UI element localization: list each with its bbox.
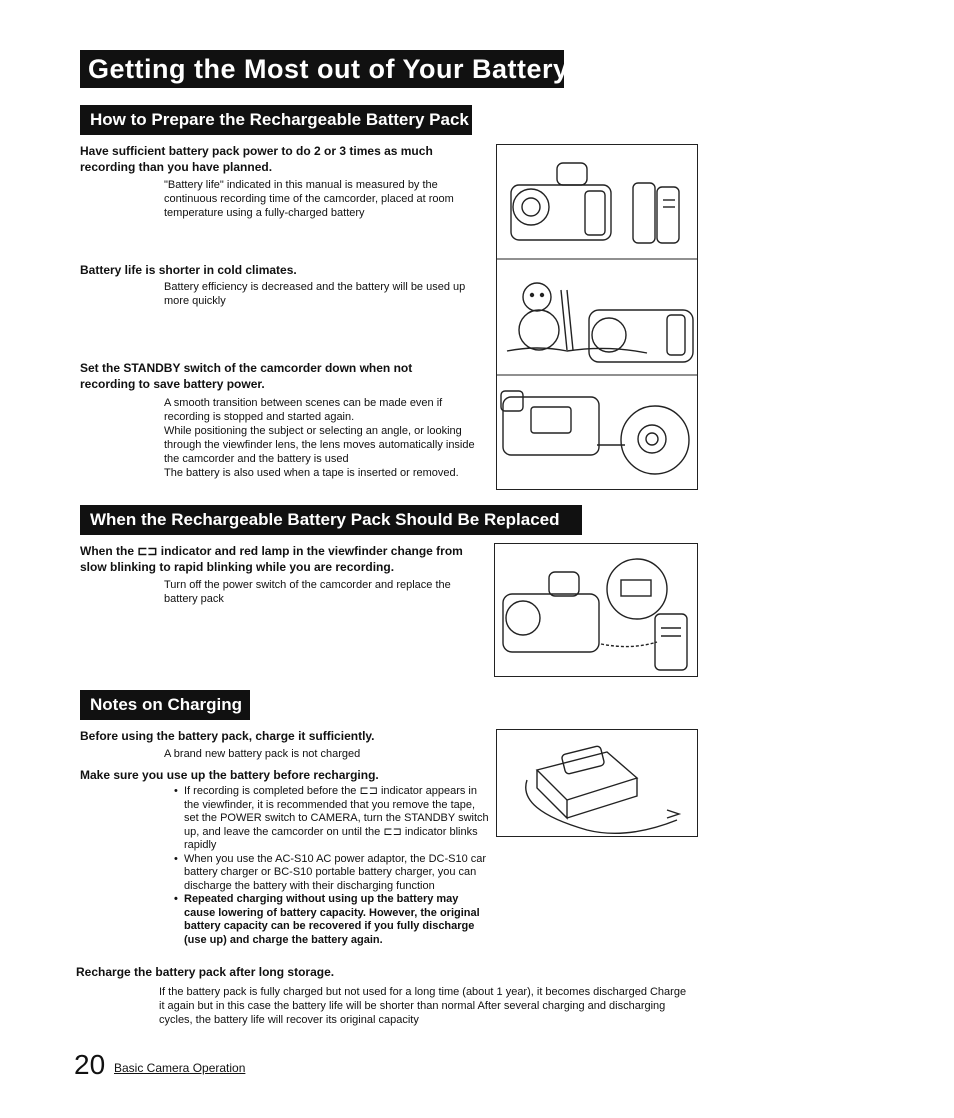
charging-bullet-2: • When you use the AC-S10 AC power adaptor, the DC-S10 car battery charger or BC-S10 portable battery charger, you can discharge the battery with their discharging function [184, 853, 492, 894]
section-band-charging: Notes on Charging [80, 690, 250, 720]
illustration-charging [496, 729, 698, 837]
footer-section-label: Basic Camera Operation [114, 1061, 246, 1075]
section-band-replace: When the Rechargeable Battery Pack Should Be Replaced [80, 505, 582, 535]
charging-heading-3: Recharge the battery pack after long storage. [76, 965, 335, 979]
prepare-text-3 [164, 396, 486, 480]
charging-bullet-3: • Repeated charging without using up the battery may cause lowering of battery capacity. However, the original battery capacity can be recovered if you fully discharge (use up) and charge the battery again. [184, 893, 492, 947]
prepare-heading-2: Battery life is shorter in cold climates. [80, 263, 297, 277]
charging-bullets [174, 785, 492, 947]
camcorder-illustrations [497, 145, 697, 489]
charging-heading-1: Before using the battery pack, charge it sufficiently. [80, 729, 375, 743]
prepare-text-3b: While positioning the subject or selecting an angle, or looking through the viewfinder lens, the lens moves automatically inside the camcorder and the battery is used [164, 425, 475, 465]
prepare-text-3a: A smooth transition between scenes can be made even if recording is stopped and started again. [164, 397, 443, 423]
charging-bullet-1: • If recording is completed before the ⊏⊐ indicator appears in the viewfinder, it is recommended that you remove the tape, set the POWER switch to CAMERA, turn the STANDBY switch up, and leave the camcorder on until the ⊏⊐ indicator blinks rapidly [184, 785, 492, 853]
prepare-heading-1: Have sufficient battery pack power to do 2 or 3 times as much recording than you have planned. [80, 144, 433, 174]
prepare-text-1: "Battery life" indicated in this manual is measured by the continuous recording time of the camcorder, placed at room temperature using a fully-charged battery [164, 179, 454, 219]
page-number: 20 [74, 1049, 106, 1080]
camcorder-replace-battery-illustration [495, 544, 697, 676]
charging-heading-2: Make sure you use up the battery before recharging. [80, 768, 379, 782]
illustration-replace [494, 543, 698, 677]
section-band-prepare: How to Prepare the Rechargeable Battery Pack [80, 105, 472, 135]
replace-heading-1: When the ⊏⊐ indicator and red lamp in the viewfinder change from slow blinking to rapid blinking while you are recording. [80, 544, 463, 574]
charging-text-3: If the battery pack is fully charged but not used for a long time (about 1 year), it becomes discharged Charge it again but in this case the battery life will be shorter than normal After several charging and discharging cycles, the battery life will recover its original capacity [159, 986, 687, 1026]
page-title: Getting the Most out of Your Battery Pack [80, 50, 564, 88]
prepare-text-2: Battery efficiency is decreased and the battery will be used up more quickly [164, 281, 466, 307]
illustration-column-prepare [496, 144, 698, 490]
battery-charger-illustration [497, 730, 697, 836]
replace-text-1: Turn off the power switch of the camcorder and replace the battery pack [164, 579, 451, 605]
prepare-heading-3: Set the STANDBY switch of the camcorder down when not recording to save battery power. [80, 361, 413, 391]
charging-text-1: A brand new battery pack is not charged [164, 748, 361, 760]
prepare-text-3c: The battery is also used when a tape is inserted or removed. [164, 467, 459, 479]
